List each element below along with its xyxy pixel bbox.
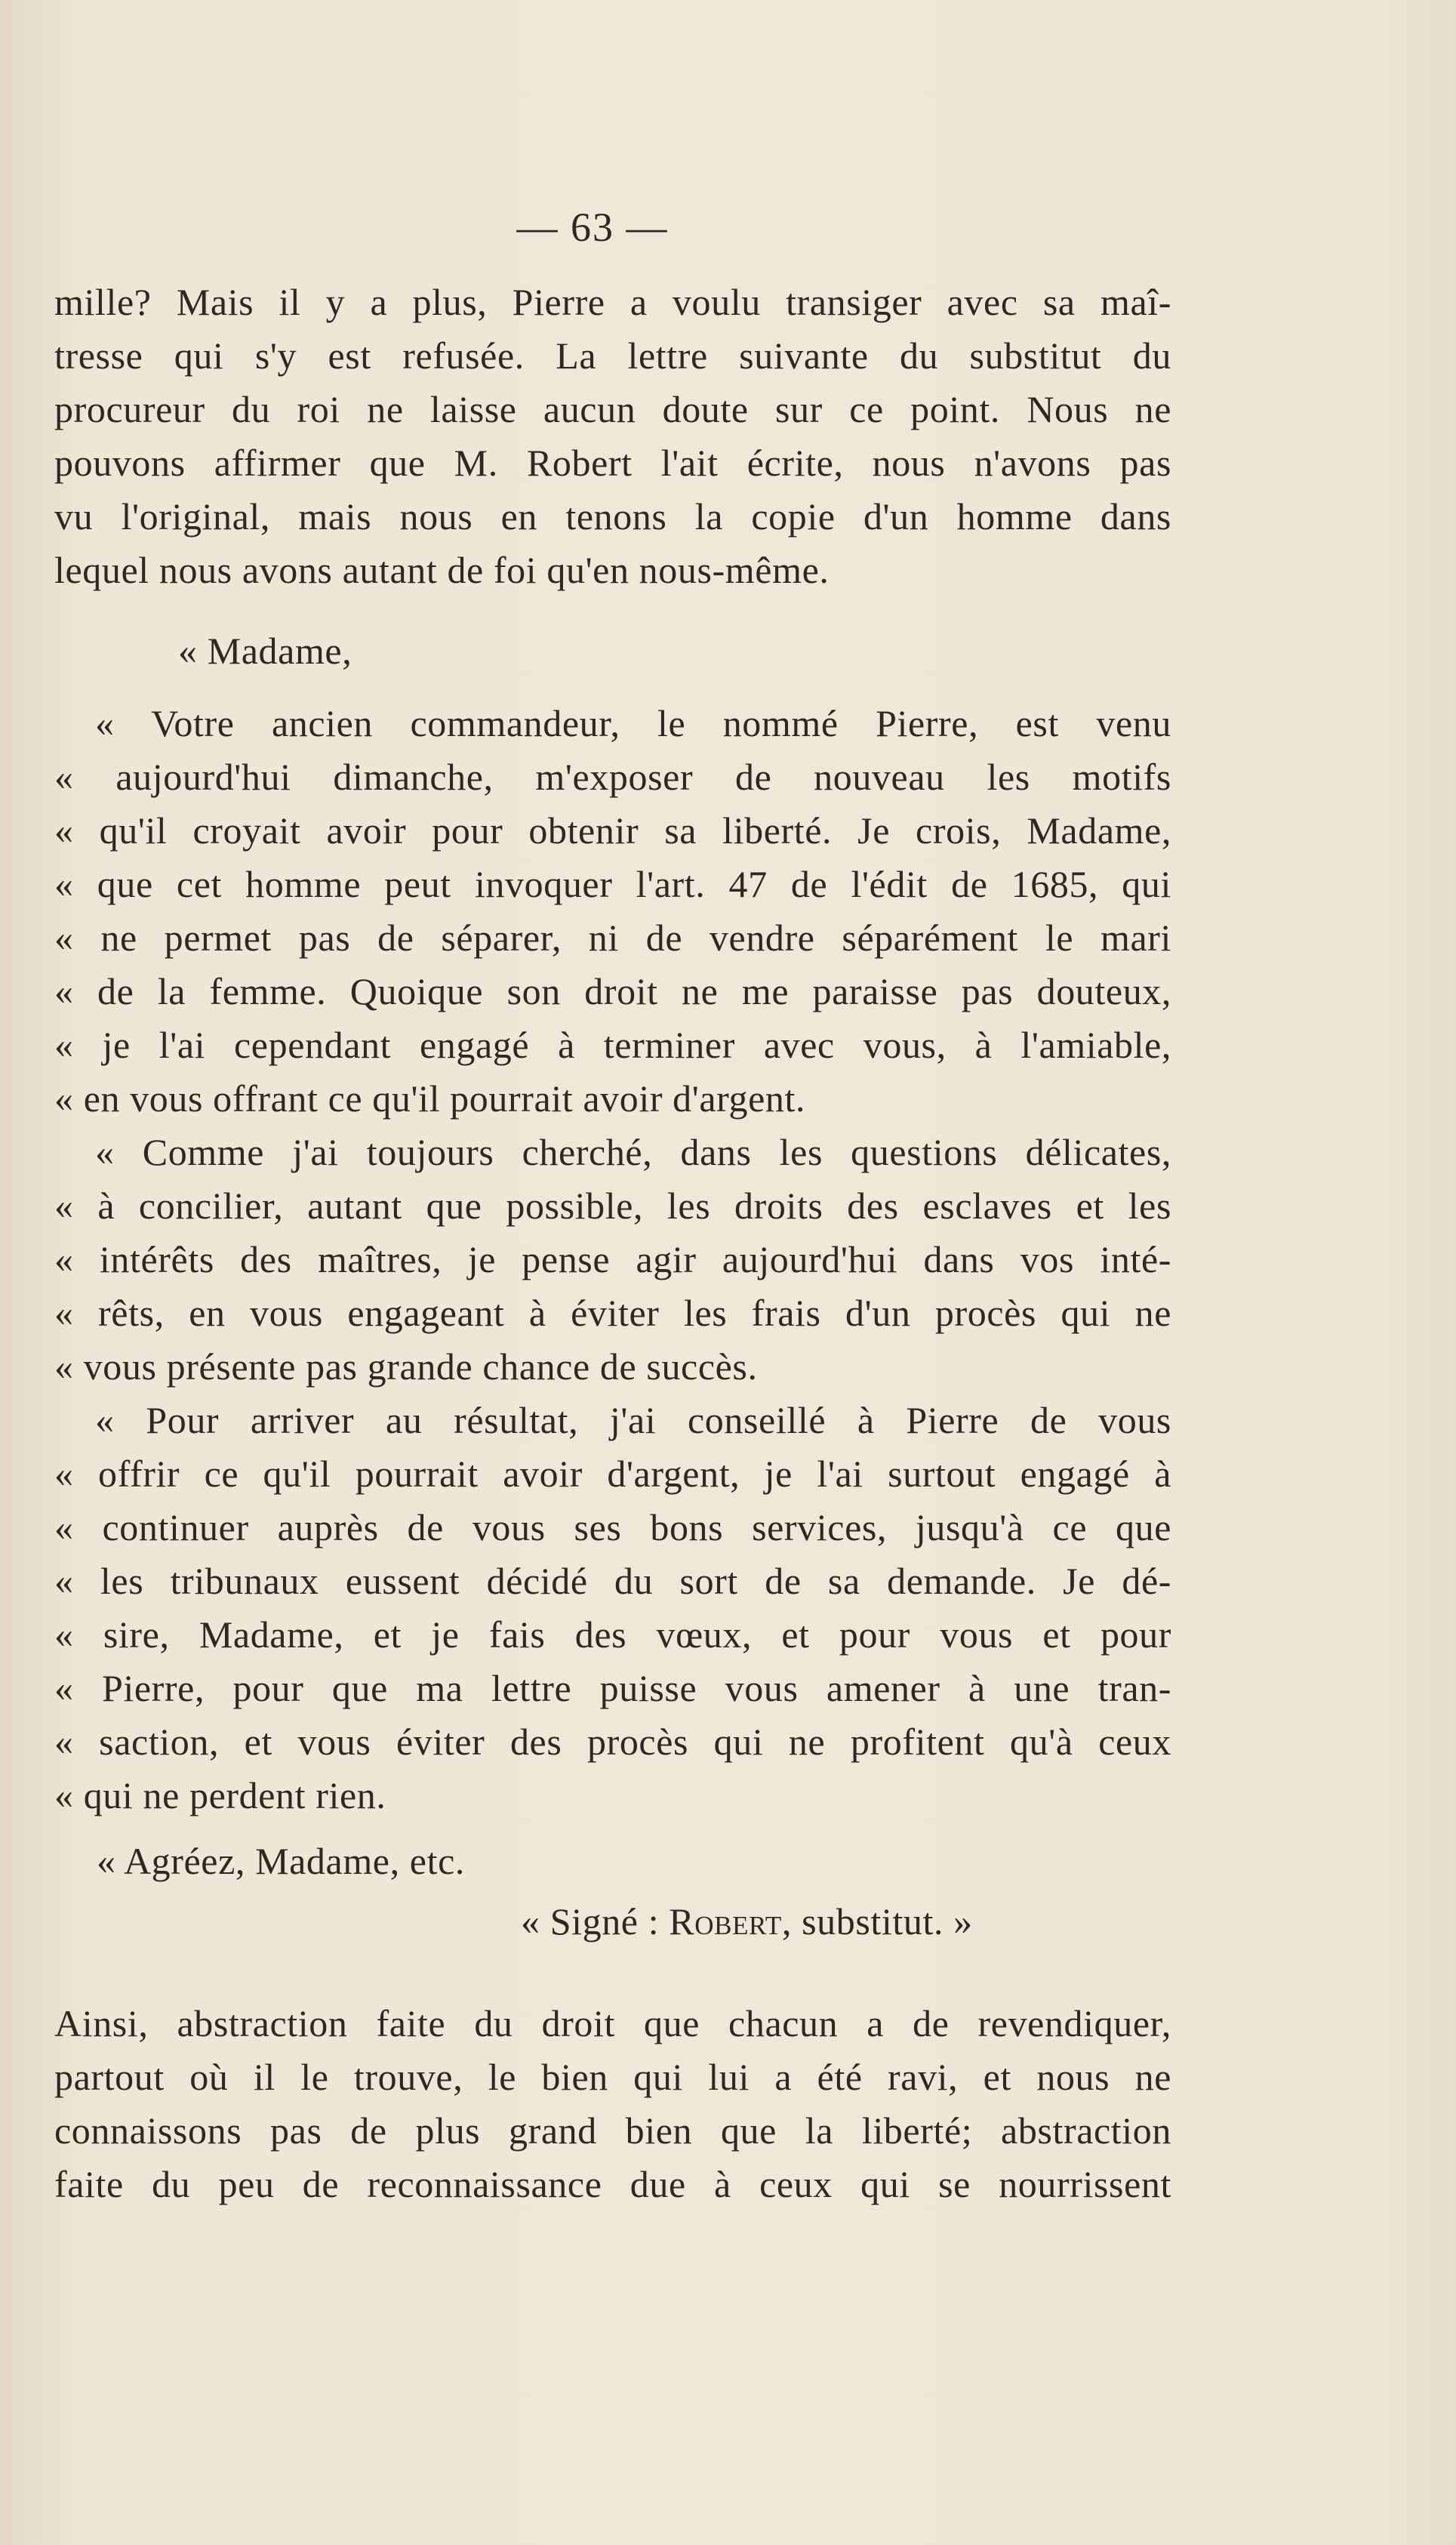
- letter-salutation: « Madame,: [178, 630, 352, 672]
- paragraph-2: [54, 1997, 1171, 2211]
- signature-suffix: , substitut. »: [781, 1900, 973, 1943]
- letter-body: [54, 697, 1171, 1822]
- text-line: connaissons pas de plus grand bien que la liberté; abstraction: [54, 2109, 1171, 2152]
- signature-name: Robert: [669, 1900, 782, 1943]
- letter-line: « offrir ce qu'il pourrait avoir d'argent, je l'ai surtout engagé à: [54, 1453, 1171, 1495]
- page-number: — 63 —: [516, 205, 669, 250]
- letter-line: « à concilier, autant que possible, les droits des esclaves et les: [54, 1185, 1171, 1227]
- letter-line: « Comme j'ai toujours cherché, dans les questions délicates,: [95, 1131, 1171, 1173]
- paragraph-1: [54, 276, 1171, 597]
- letter-line: « que cet homme peut invoquer l'art. 47 de l'édit de 1685, qui: [54, 863, 1171, 905]
- letter-line: « qui ne perdent rien.: [54, 1774, 386, 1816]
- text-line: procureur du roi ne laisse aucun doute sur ce point. Nous ne: [54, 388, 1171, 430]
- text-line: pouvons affirmer que M. Robert l'ait écrite, nous n'avons pas: [54, 442, 1171, 484]
- letter-line: « Votre ancien commandeur, le nommé Pierre, est venu: [95, 702, 1171, 744]
- letter-line: « sire, Madame, et je fais des vœux, et pour vous et pour: [54, 1613, 1171, 1656]
- letter-line: « continuer auprès de vous ses bons services, jusqu'à ce que: [54, 1506, 1171, 1548]
- text-line: lequel nous avons autant de foi qu'en nous-même.: [54, 549, 830, 591]
- text-line: faite du peu de reconnaissance due à ceux qui se nourrissent: [54, 2163, 1171, 2205]
- letter-line: « les tribunaux eussent décidé du sort de sa demande. Je dé-: [54, 1560, 1171, 1602]
- signature-prefix: « Signé :: [521, 1900, 670, 1943]
- text-line: partout où il le trouve, le bien qui lui a été ravi, et nous ne: [54, 2056, 1171, 2098]
- letter-line: « je l'ai cependant engagé à terminer avec vous, à l'amiable,: [54, 1024, 1171, 1066]
- letter-line: « intérêts des maîtres, je pense agir aujourd'hui dans vos inté-: [54, 1238, 1171, 1280]
- letter-closing: « Agréez, Madame, etc.: [97, 1840, 465, 1882]
- letter-line: « en vous offrant ce qu'il pourrait avoir d'argent.: [54, 1077, 806, 1120]
- text-line: tresse qui s'y est refusée. La lettre suivante du substitut du: [54, 334, 1171, 377]
- letter-line: « ne permet pas de séparer, ni de vendre séparément le mari: [54, 917, 1171, 959]
- letter-line: « rêts, en vous engageant à éviter les frais d'un procès qui ne: [54, 1292, 1171, 1334]
- letter-line: « de la femme. Quoique son droit ne me paraisse pas douteux,: [54, 970, 1171, 1012]
- letter-line: « Pour arriver au résultat, j'ai conseillé à Pierre de vous: [95, 1399, 1171, 1441]
- letter-line: « qu'il croyait avoir pour obtenir sa liberté. Je crois, Madame,: [54, 809, 1171, 852]
- text-line: mille? Mais il y a plus, Pierre a voulu transiger avec sa maî-: [54, 281, 1171, 323]
- text-line: vu l'original, mais nous en tenons la copie d'un homme dans: [54, 495, 1171, 538]
- letter-line: « Pierre, pour que ma lettre puisse vous amener à une tran-: [54, 1667, 1171, 1709]
- text-line: Ainsi, abstraction faite du droit que chacun a de revendiquer,: [54, 2002, 1171, 2044]
- letter-line: « saction, et vous éviter des procès qui ne profitent qu'à ceux: [54, 1721, 1171, 1763]
- letter-line: « vous présente pas grande chance de succès.: [54, 1345, 758, 1388]
- letter-line: « aujourd'hui dimanche, m'exposer de nouveau les motifs: [54, 756, 1171, 798]
- letter-signature: [521, 1895, 973, 1949]
